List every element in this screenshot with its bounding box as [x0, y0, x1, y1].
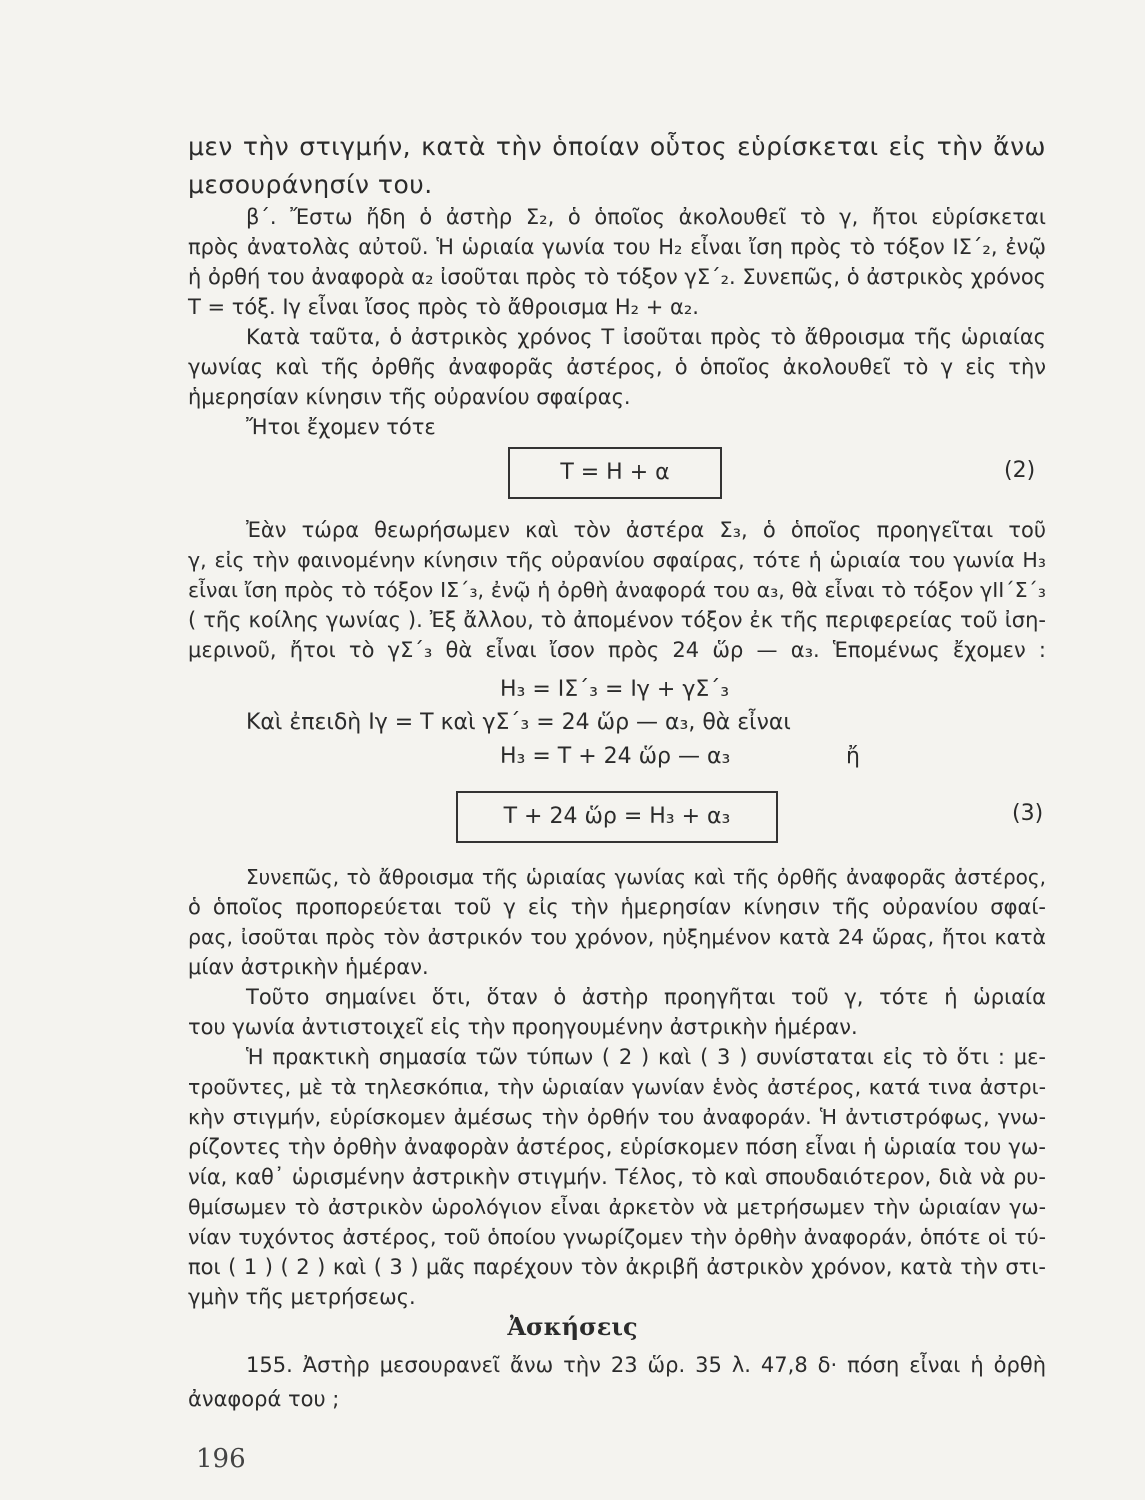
text-line: γμὴν τῆς μετρήσεως. — [188, 1285, 416, 1309]
exercise-155: 155. Ἀστὴρ μεσουρανεῖ ἄνω τὴν 23 ὥρ. 35 λ. 47,8 δ· πόση εἶναι ἡ ὀρθὴ — [246, 1353, 1046, 1377]
text-line: Ἐὰν τώρα θεωρήσωμεν καὶ τὸν ἀστέρα Σ₃, ὁ ὁποῖος προηγεῖται τοῦ — [246, 518, 1046, 542]
text-line: ποι ( 1 ) ( 2 ) καὶ ( 3 ) μᾶς παρέχουν τὸν ἀκριβῆ ἀστρικὸν χρόνον, κατὰ τὴν στι- — [188, 1255, 1046, 1279]
text-line: Τ = τόξ. Ιγ εἶναι ἴσος πρὸς τὸ ἄθροισμα Η₂ + α₂. — [188, 295, 699, 319]
text-line: γ, εἰς τὴν φαινομένην κίνησιν τῆς οὐρανίου σφαίρας, τότε ἡ ὡριαία του γωνία Η₃ — [188, 548, 1046, 572]
text-line: θμίσωμεν τὸ ἀστρικὸν ὡρολόγιον εἶναι ἀρκετὸν νὰ μετρήσωμεν τὴν ὡριαίαν γω- — [188, 1195, 1046, 1219]
text-line: μεν τὴν στιγμήν, κατὰ τὴν ὁποίαν οὗτος εὑρίσκεται εἰς τὴν ἄνω — [188, 132, 1046, 161]
equation-number-3: (3) — [1012, 801, 1044, 826]
text-line: γωνίας καὶ τῆς ὀρθῆς ἀναφορᾶς ἀστέρος, ὁ ὁποῖος ἀκολουθεῖ τὸ γ εἰς τὴν — [188, 355, 1046, 379]
text-line: πρὸς ἀνατολὰς αὐτοῦ. Ἡ ὡριαία γωνία του Η₂ εἶναι ἴση πρὸς τὸ τόξον ΙΣ΄₂, ἐνῷ — [188, 235, 1046, 259]
text-line: ἡμερησίαν κίνησιν τῆς οὐρανίου σφαίρας. — [188, 385, 631, 409]
text-line: μίαν ἀστρικὴν ἡμέραν. — [188, 955, 429, 979]
text-line: ὁ ὁποῖος προπορεύεται τοῦ γ εἰς τὴν ἡμερησίαν κίνησιν τῆς οὐρανίου σφαί- — [188, 895, 1046, 919]
equation-line: Καὶ ἐπειδὴ Ιγ = Τ καὶ γΣ΄₃ = 24 ὥρ — α₃, θὰ εἶναι — [246, 710, 791, 735]
text-line: κὴν στιγμήν, εὑρίσκομεν ἀμέσως τὴν ὀρθήν του ἀναφοράν. Ἡ ἀντιστρόφως, γνω- — [188, 1105, 1046, 1129]
equation-connector: ἤ — [846, 744, 860, 769]
text-line: νία, καθ᾿ ὡρισμένην ἀστρικὴν στιγμήν. Τέλος, τὸ καὶ σπουδαιότερον, διὰ νὰ ρυ- — [188, 1165, 1046, 1189]
exercises-heading: Ἀσκήσεις — [507, 1312, 638, 1341]
equation-line: Η₃ = Τ + 24 ὥρ — α₃ — [500, 744, 731, 769]
text-line: β΄. Ἔστω ἤδη ὁ ἀστὴρ Σ₂, ὁ ὁποῖος ἀκολουθεῖ τὸ γ, ἤτοι εὑρίσκεται — [246, 205, 1046, 229]
equation-number-2: (2) — [1004, 458, 1036, 483]
equation-box-3: Τ + 24 ὥρ = Η₃ + α₃ — [456, 791, 778, 843]
text-line: μεσουράνησίν του. — [188, 170, 433, 199]
text-line: μερινοῦ, ἤτοι τὸ γΣ΄₃ θὰ εἶναι ἴσον πρὸς 24 ὥρ — α₃. Ἑπομένως ἔχομεν : — [188, 638, 1046, 662]
equation-line: Η₃ = ΙΣ΄₃ = Ιγ + γΣ΄₃ — [500, 677, 730, 702]
text-line: εἶναι ἴση πρὸς τὸ τόξον ΙΣ΄₃, ἐνῷ ἡ ὀρθὴ ἀναφορά του α₃, θὰ εἶναι τὸ τόξον γΙΙ΄Σ΄₃ — [188, 578, 1046, 602]
text-line: τροῦντες, μὲ τὰ τηλεσκόπια, τὴν ὡριαίαν γωνίαν ἑνὸς ἀστέρος, κατά τινα ἀστρι- — [188, 1075, 1046, 1099]
text-line: Κατὰ ταῦτα, ὁ ἀστρικὸς χρόνος Τ ἰσοῦται πρὸς τὸ ἄθροισμα τῆς ὡριαίας — [246, 325, 1046, 349]
text-line: Ἡ πρακτικὴ σημασία τῶν τύπων ( 2 ) καὶ ( 3 ) συνίσταται εἰς τὸ ὅτι : με- — [246, 1045, 1046, 1069]
text-line: ρας, ἰσοῦται πρὸς τὸν ἀστρικόν του χρόνον, ηὐξημένον κατὰ 24 ὥρας, ἤτοι κατὰ — [188, 925, 1046, 949]
text-line: ρίζοντες τὴν ὀρθὴν ἀναφορὰν ἀστέρος, εὑρίσκομεν πόση εἶναι ἡ ὡριαία του γω- — [188, 1135, 1046, 1159]
text-line: νίαν τυχόντος ἀστέρος, τοῦ ὁποίου γνωρίζομεν τὴν ὀρθὴν ἀναφοράν, ὁπότε οἱ τύ- — [188, 1225, 1046, 1249]
page-number: 196 — [196, 1444, 246, 1474]
text-line: του γωνία ἀντιστοιχεῖ εἰς τὴν προηγουμένην ἀστρικὴν ἡμέραν. — [188, 1015, 858, 1039]
text-line: Συνεπῶς, τὸ ἄθροισμα τῆς ὡριαίας γωνίας καὶ τῆς ὀρθῆς ἀναφορᾶς ἀστέρος, — [246, 865, 1046, 889]
text-line: ( τῆς κοίλης γωνίας ). Ἐξ ἄλλου, τὸ ἀπομένον τόξον ἐκ τῆς περιφερείας τοῦ ἰση- — [188, 608, 1046, 632]
equation-box-2: Τ = Η + α — [508, 447, 722, 499]
text-line: Τοῦτο σημαίνει ὅτι, ὅταν ὁ ἀστὴρ προηγῆται τοῦ γ, τότε ἡ ὡριαία — [246, 985, 1046, 1009]
text-line: ἡ ὀρθή του ἀναφορὰ α₂ ἰσοῦται πρὸς τὸ τόξον γΣ΄₂. Συνεπῶς, ὁ ἀστρικὸς χρόνος — [188, 265, 1046, 289]
text-line: Ἤτοι ἔχομεν τότε — [246, 415, 436, 439]
exercise-155-cont: ἀναφορά του ; — [188, 1387, 340, 1411]
